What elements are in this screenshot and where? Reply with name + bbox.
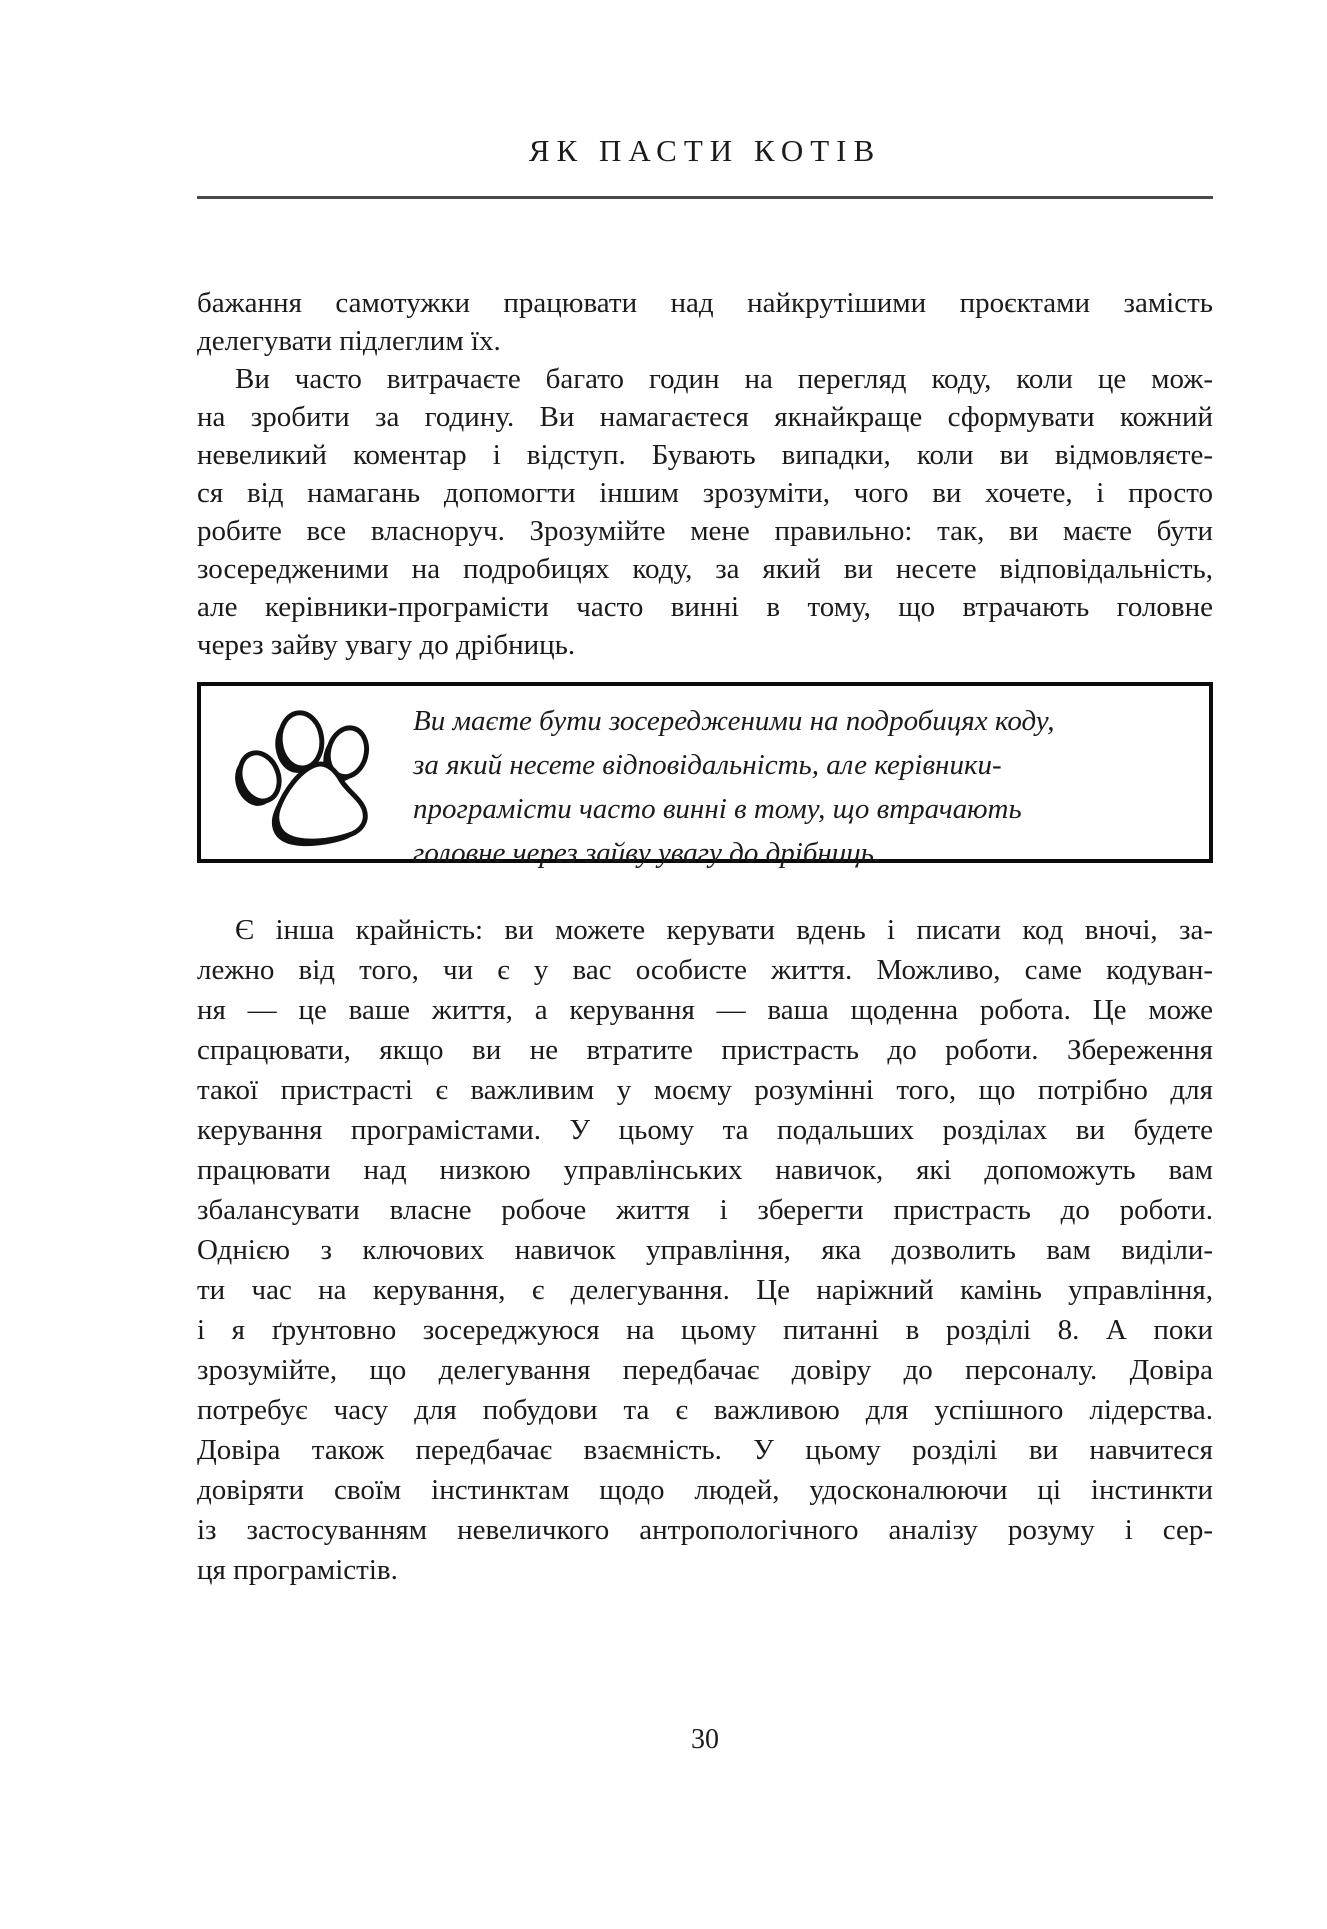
text-line: довіряти своїм інстинктам щодо людей, удосконалюючи ці інстинкти bbox=[197, 1474, 1213, 1506]
callout-box bbox=[197, 682, 1213, 869]
text-line: лежно від того, чи є у вас особисте життя. Можливо, саме кодуван- bbox=[197, 954, 1213, 986]
callout-line: головне через зайву увагу до дрібниць. bbox=[413, 837, 882, 869]
running-header: ЯК ПАСТИ КОТІВ bbox=[528, 133, 882, 168]
callout-line: програмісти часто винні в тому, що втрачають bbox=[413, 793, 1022, 825]
text-line: ня — це ваше життя, а керування — ваша щоденна робота. Це може bbox=[197, 994, 1213, 1026]
text-line: але керівники-програмісти часто винні в тому, що втрачають головне bbox=[197, 591, 1213, 623]
text-line: і я ґрунтовно зосереджуюся на цьому питанні в розділі 8. А поки bbox=[197, 1314, 1213, 1346]
text-line: ти час на керування, є делегування. Це наріжний камінь управління, bbox=[197, 1274, 1213, 1306]
text-line: через зайву увагу до дрібниць. bbox=[197, 629, 576, 661]
callout-line: за який несете відповідальність, але керівники- bbox=[413, 749, 1002, 781]
text-line: на зробити за годину. Ви намагаєтеся якнайкраще сформувати кожний bbox=[197, 401, 1213, 433]
page-number: 30 bbox=[691, 1724, 719, 1755]
paw-print-icon bbox=[227, 696, 377, 848]
text-line: Довіра також передбачає взаємність. У цьому розділі ви навчитеся bbox=[197, 1434, 1213, 1466]
text-line: із застосуванням невеличкого антропологічного аналізу розуму і сер- bbox=[197, 1514, 1213, 1546]
text-line: бажання самотужки працювати над найкрутішими проєктами замість bbox=[197, 287, 1213, 319]
text-line: невеликий коментар і відступ. Бувають випадки, коли ви відмовляєте- bbox=[197, 439, 1213, 471]
body-text-lower bbox=[197, 910, 1213, 1590]
text-line: зрозумійте, що делегування передбачає довіру до персоналу. Довіра bbox=[197, 1354, 1213, 1386]
text-line: ця програмістів. bbox=[197, 1554, 398, 1586]
text-line: працювати над низкою управлінських навичок, які допоможуть вам bbox=[197, 1154, 1213, 1186]
header-rule bbox=[197, 196, 1213, 199]
callout-line: Ви маєте бути зосередженими на подробицях коду, bbox=[413, 705, 1055, 737]
text-line: потребує часу для побудови та є важливою для успішного лідерства. bbox=[197, 1394, 1213, 1426]
text-line: робите все власноруч. Зрозумійте мене правильно: так, ви маєте бути bbox=[197, 515, 1213, 547]
text-line: збалансувати власне робоче життя і зберегти пристрасть до роботи. bbox=[197, 1194, 1213, 1226]
text-line: такої пристрасті є важливим у моєму розумінні того, що потрібно для bbox=[197, 1074, 1213, 1106]
text-line: зосередженими на подробицях коду, за який ви несете відповідальність, bbox=[197, 553, 1213, 585]
text-line: делегувати підлеглим їх. bbox=[197, 325, 501, 357]
text-line: Ви часто витрачаєте багато годин на перегляд коду, коли це мож- bbox=[235, 363, 1213, 395]
body-text-upper bbox=[197, 284, 1213, 664]
text-line: Є інша крайність: ви можете керувати вдень і писати код вночі, за- bbox=[235, 914, 1213, 946]
text-line: керування програмістами. У цьому та подальших розділах ви будете bbox=[197, 1114, 1213, 1146]
text-line: ся від намагань допомогти іншим зрозуміти, чого ви хочете, і просто bbox=[197, 477, 1213, 509]
text-line: Однією з ключових навичок управління, яка дозволить вам виділи- bbox=[197, 1234, 1213, 1266]
text-line: спрацювати, якщо ви не втратите пристрасть до роботи. Збереження bbox=[197, 1034, 1213, 1066]
callout-quote bbox=[413, 699, 1054, 875]
